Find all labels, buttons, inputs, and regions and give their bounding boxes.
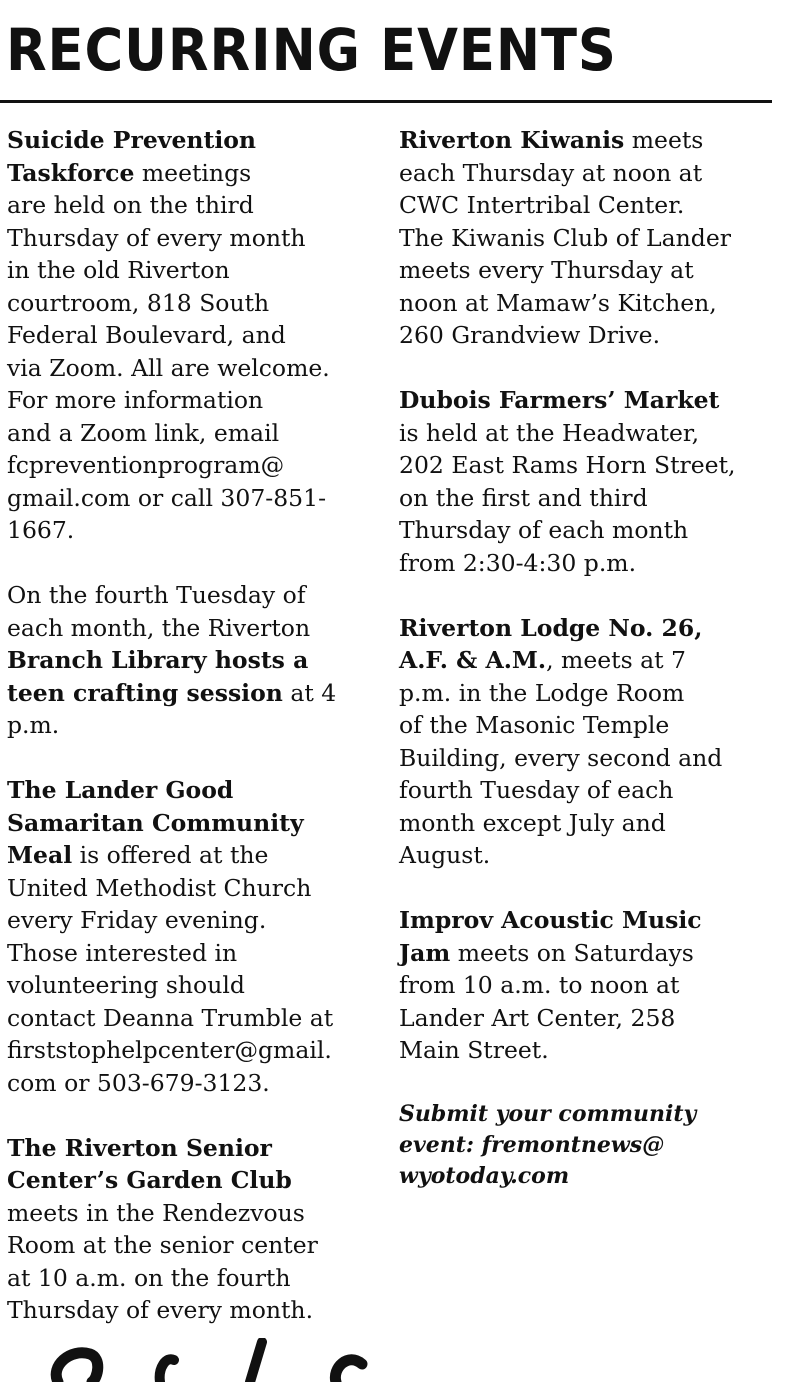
event-text-line: For more information xyxy=(7,386,264,414)
event-text-line: 202 East Rams Horn Street, xyxy=(399,451,736,479)
submit-text-line: Submit your community xyxy=(399,1101,697,1127)
event-text-line: p.m. xyxy=(7,711,60,739)
event-text-line: Thursday of every month. xyxy=(7,1296,314,1324)
event-text-line: noon at Mamaw’s Kitchen, xyxy=(399,288,717,317)
submit-email-line: wyotoday.com xyxy=(399,1163,570,1189)
event-text-line: Lander Art Center, 258 xyxy=(399,1003,676,1032)
event-text-line: courtroom, 818 South xyxy=(7,288,270,317)
event-text-line: each month, the Riverton xyxy=(7,613,311,642)
event-text-line: Federal Boulevard, and xyxy=(7,321,286,349)
event-text-line: Those interested in xyxy=(7,938,238,967)
event-text-line: each Thursday at noon at xyxy=(399,158,703,187)
event-text-line: are held on the third xyxy=(7,191,254,219)
event-text-line: On the fourth Tuesday of xyxy=(7,581,306,609)
event-text-line: meets in the Rendezvous xyxy=(7,1198,305,1227)
page-headline: RECURRING EVENTS xyxy=(6,16,617,84)
event-email-line: firststophelpcenter@gmail. xyxy=(7,1036,332,1064)
event-title-part: Riverton Kiwanis xyxy=(399,126,625,154)
event-garden-club xyxy=(7,1132,377,1327)
event-text-part: is offered at the xyxy=(72,841,269,869)
event-text-part: at 4 xyxy=(282,678,337,707)
submit-text-line: event: fremontnews@ xyxy=(399,1132,665,1158)
event-text-line: Room at the senior center xyxy=(7,1231,318,1259)
event-text-line xyxy=(399,124,779,157)
event-text-line: on the first and third xyxy=(399,483,648,512)
event-title-part: Meal xyxy=(7,841,73,869)
event-text-line: com or 503-679-3123. xyxy=(7,1068,270,1097)
event-text-line: gmail.com or call 307-851- xyxy=(7,483,327,512)
event-text-line: p.m. in the Lodge Room xyxy=(399,678,685,707)
event-text-line xyxy=(7,677,377,710)
event-title-line: Riverton Lodge No. 26, xyxy=(399,613,703,642)
event-title-line: The Lander Good xyxy=(7,776,234,804)
next-section-script-fragment xyxy=(40,1338,380,1382)
event-text-line: volunteering should xyxy=(7,971,245,999)
event-email-line: fcpreventionprogram@ xyxy=(7,451,285,479)
left-column xyxy=(7,124,377,1359)
event-text-line xyxy=(399,937,779,970)
event-text-line: 1667. xyxy=(7,516,75,544)
event-text-line: of the Masonic Temple xyxy=(399,711,670,739)
event-suicide-prevention xyxy=(7,124,377,547)
event-text-part: , meets at 7 xyxy=(546,646,686,674)
event-riverton-lodge xyxy=(399,612,779,872)
event-text-part: meets on Saturdays xyxy=(450,938,694,967)
event-text-line: is held at the Headwater, xyxy=(399,418,700,447)
event-text-line: August. xyxy=(399,841,491,869)
event-text-line: from 10 a.m. to noon at xyxy=(399,971,680,999)
event-text-line: 260 Grandview Drive. xyxy=(399,321,661,349)
event-title-line: Dubois Farmers’ Market xyxy=(399,386,720,414)
event-text-part: meetings xyxy=(134,158,252,187)
event-text-line: United Methodist Church xyxy=(7,873,312,902)
event-title-line: Center’s Garden Club xyxy=(7,1166,292,1194)
event-text-line: at 10 a.m. on the fourth xyxy=(7,1263,291,1292)
event-title-part: A.F. & A.M. xyxy=(399,646,547,674)
event-title-part: teen crafting session xyxy=(7,678,283,707)
event-text-line: Thursday of every month xyxy=(7,223,306,252)
event-teen-crafting xyxy=(7,579,377,742)
submit-event-note xyxy=(399,1099,779,1192)
event-text-line: meets every Thursday at xyxy=(399,256,694,284)
event-improv-jam xyxy=(399,904,779,1067)
event-text-line: Building, every second and xyxy=(399,743,723,772)
event-text-line: fourth Tuesday of each xyxy=(399,776,674,804)
event-title-line: Suicide Prevention xyxy=(7,126,257,154)
event-text-line: contact Deanna Trumble at xyxy=(7,1003,334,1032)
event-text-line: month except July and xyxy=(399,808,666,837)
event-text-line: Main Street. xyxy=(399,1036,549,1064)
event-title-line: Branch Library hosts a xyxy=(7,646,309,674)
event-text-line xyxy=(7,839,377,872)
event-text-line: The Kiwanis Club of Lander xyxy=(399,223,731,252)
event-text-line: in the old Riverton xyxy=(7,256,230,284)
event-dubois-farmers-market xyxy=(399,384,779,579)
event-text-line: via Zoom. All are welcome. xyxy=(7,353,330,382)
event-text-line xyxy=(7,157,377,190)
event-title-line: The Riverton Senior xyxy=(7,1133,272,1162)
event-text-line: Thursday of each month xyxy=(399,516,689,544)
event-text-line xyxy=(399,644,779,677)
event-text-line: and a Zoom link, email xyxy=(7,418,280,447)
event-kiwanis xyxy=(399,124,779,352)
event-text-line: CWC Intertribal Center. xyxy=(399,191,685,219)
headline-rule xyxy=(0,100,772,103)
event-title-part: Taskforce xyxy=(7,158,135,187)
event-title-line: Improv Acoustic Music xyxy=(399,906,702,934)
event-title-part: Jam xyxy=(399,938,451,967)
event-text-line: every Friday evening. xyxy=(7,906,267,934)
right-column xyxy=(399,124,779,1225)
event-text-line: from 2:30-4:30 p.m. xyxy=(399,548,637,577)
event-good-samaritan-meal xyxy=(7,774,377,1099)
event-title-line: Samaritan Community xyxy=(7,808,304,837)
event-text-part: meets xyxy=(624,126,704,154)
